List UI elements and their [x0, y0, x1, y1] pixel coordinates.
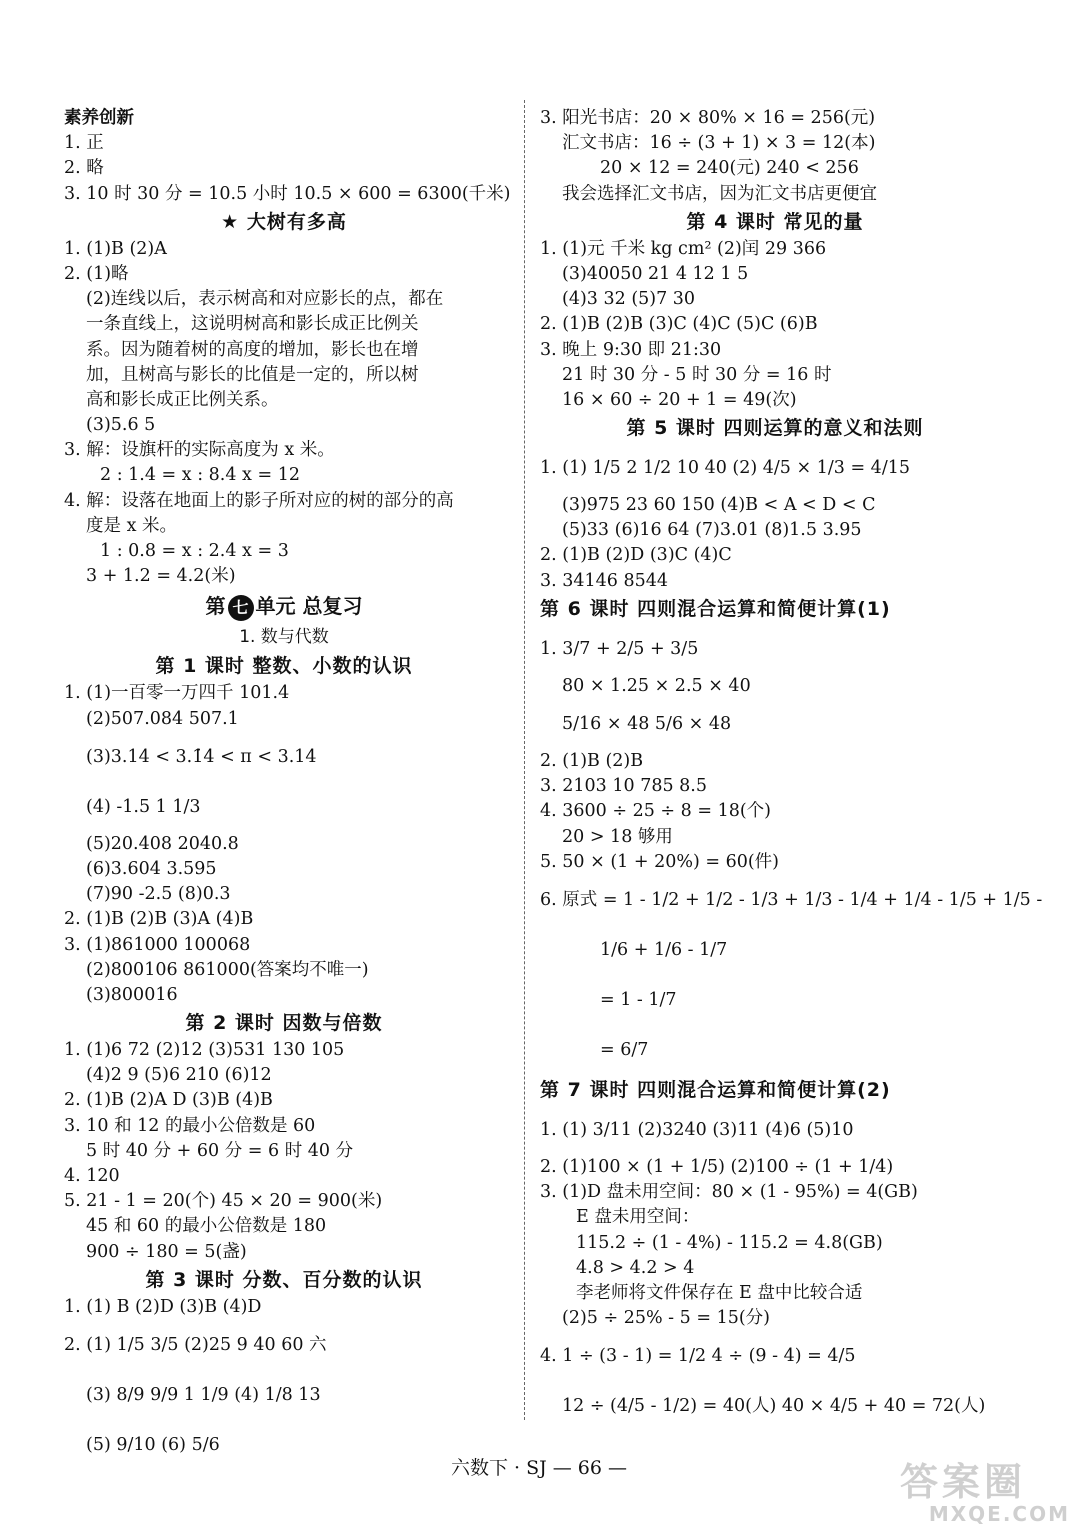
- answer-line: 21 时 30 分 - 5 时 30 分 = 16 时: [562, 364, 832, 385]
- page-footer: 六数下 · SJ — 66 —: [450, 1457, 628, 1479]
- answer-line: = 6/7: [600, 1039, 649, 1060]
- answer-line: 900 ÷ 180 = 5(盏): [86, 1241, 247, 1262]
- answer-line: 2. (1) 1/5 3/5 (2)25 9 40 60 六: [64, 1334, 327, 1355]
- answer-line: (2)507.084 507.1: [86, 708, 239, 729]
- answer-line: 5. 21 - 1 = 20(个) 45 × 20 = 900(米): [64, 1191, 383, 1212]
- answer-line: 2. (1)略: [64, 263, 129, 284]
- answer-line: 1. (1) 3/11 (2)3240 (3)11 (4)6 (5)10: [540, 1119, 854, 1140]
- answer-line: (3)3.14 < 3.1̇4̇ < π < 3.14̇: [86, 746, 317, 767]
- section-heading: 第 7 课时 四则混合运算和简便计算(2): [540, 1078, 891, 1101]
- section-heading: 第 1 课时 整数、小数的认识: [155, 655, 413, 678]
- answer-line: 20 × 12 = 240(元) 240 < 256: [600, 158, 859, 179]
- answer-line: 3. 10 时 30 分 = 10.5 小时 10.5 × 600 = 6300(千米): [64, 183, 511, 204]
- watermark-text: 答案圈: [900, 1460, 1027, 1504]
- answer-line: 2. (1)B (2)B (3)C (4)C (5)C (6)B: [540, 314, 818, 335]
- answer-line: 4.8 > 4.2 > 4: [576, 1257, 695, 1278]
- answer-line: 6. 原式 = 1 - 1/2 + 1/2 - 1/3 + 1/3 - 1/4 + 1/4 - 1/5 + 1/5 -: [540, 889, 1043, 910]
- answer-line: 2 : 1.4 = x : 8.4 x = 12: [100, 465, 300, 486]
- answer-line: (5)20.408 2040.8: [86, 833, 239, 854]
- answer-line: 80 × 1.25 × 2.5 × 40: [562, 675, 751, 696]
- section-heading: 第 5 课时 四则运算的意义和法则: [626, 417, 924, 440]
- answer-line: 115.2 ÷ (1 - 4%) - 115.2 = 4.8(GB): [576, 1232, 883, 1253]
- right-column: [540, 106, 1043, 1431]
- answer-line: 1. (1) 1/5 2 1/2 10 40 (2) 4/5 × 1/3 = 4/15: [540, 458, 910, 479]
- answer-line: 16 × 60 ÷ 20 + 1 = 49(次): [562, 389, 797, 410]
- answer-line: 3. (1)861000 100068: [64, 934, 251, 955]
- unit-heading-pre: 第: [205, 594, 226, 619]
- answer-line: 2. (1)100 × (1 + 1/5) (2)100 ÷ (1 + 1/4): [540, 1156, 894, 1177]
- answer-line: (2)连线以后，表示树高和对应影长的点，都在: [86, 289, 444, 310]
- answer-line: 45 和 60 的最小公倍数是 180: [86, 1216, 327, 1237]
- section-heading: 第 2 课时 因数与倍数: [185, 1012, 383, 1035]
- answer-line: 加，且树高与影长的比值是一定的，所以树: [86, 364, 419, 385]
- answer-line: 1. (1) B (2)D (3)B (4)D: [64, 1296, 262, 1317]
- unit-heading: [64, 589, 504, 623]
- answer-line: (3)975 23 60 150 (4)B < A < D < C: [562, 495, 876, 516]
- answer-line: 素养创新: [64, 108, 134, 128]
- unit-heading-post: 单元 总复习: [255, 594, 363, 619]
- section-heading: ★ 大树有多高: [221, 210, 347, 233]
- answer-line: = 1 - 1/7: [600, 989, 677, 1010]
- answer-line: 3. 晚上 9:30 即 21:30: [540, 339, 722, 360]
- watermark-url: MXQE.COM: [928, 1502, 1070, 1526]
- answer-line: 5 时 40 分 + 60 分 = 6 时 40 分: [86, 1140, 354, 1161]
- answer-line: (6)3.604 3.595: [86, 858, 217, 879]
- answer-line: 系。因为随着树的高度的增加，影长也在增: [86, 339, 419, 360]
- answer-line: 3. 34146 8544: [540, 570, 669, 591]
- section-heading: 第 3 课时 分数、百分数的认识: [145, 1268, 423, 1291]
- answer-line: 1. (1)B (2)A: [64, 238, 167, 259]
- answer-line: (4) -1.5 1 1/3: [86, 796, 201, 817]
- answer-line: 高和影长成正比例关系。: [86, 389, 279, 410]
- answer-line: (4)3 32 (5)7 30: [562, 289, 696, 310]
- left-column: [64, 106, 511, 1470]
- answer-line: 2. (1)B (2)B (3)A (4)B: [64, 909, 254, 930]
- answer-line: (2)800106 861000(答案均不唯一): [86, 959, 369, 980]
- answer-line: 4. 解：设落在地面上的影子所对应的树的部分的高: [64, 490, 454, 511]
- answer-line: 2. (1)B (2)D (3)C (4)C: [540, 545, 732, 566]
- answer-line: (2)5 ÷ 25% - 5 = 15(分): [562, 1308, 770, 1329]
- answer-line: 3. (1)D 盘未用空间：80 × (1 - 95%) = 4(GB): [540, 1182, 918, 1203]
- answer-line: E 盘未用空间：: [576, 1207, 700, 1228]
- answer-line: 2. 略: [64, 158, 104, 179]
- answer-line: (5)33 (6)16 64 (7)3.01 (8)1.5 3.95: [562, 520, 862, 541]
- answer-line: 1/6 + 1/6 - 1/7: [600, 939, 728, 960]
- answer-line: 4. 120: [64, 1166, 120, 1186]
- answer-line: (3)800016: [86, 984, 178, 1005]
- answer-line: 3. 阳光书店：20 × 80% × 16 = 256(元): [540, 108, 876, 128]
- answer-line: 2. (1)B (2)A D (3)B (4)B: [64, 1090, 273, 1111]
- answer-line: 5. 50 × (1 + 20%) = 60(件): [540, 851, 780, 872]
- answer-line: 5/16 × 48 5/6 × 48: [562, 714, 732, 734]
- answer-line: 我会选择汇文书店，因为汇文书店更便宜: [562, 183, 877, 204]
- left-section-bottom: [64, 623, 504, 1470]
- answer-line: 一条直线上，这说明树高和影长成正比例关: [86, 314, 419, 335]
- answer-line: 3 + 1.2 = 4.2(米): [86, 566, 236, 587]
- column-divider: [524, 100, 525, 1420]
- answer-line: (3)40050 21 4 12 1 5: [562, 263, 749, 284]
- answer-line: 李老师将文件保存在 E 盘中比较合适: [576, 1282, 863, 1303]
- answer-line: 1 : 0.8 = x : 2.4 x = 3: [100, 541, 289, 561]
- answer-line: 1. 3/7 + 2/5 + 3/5: [540, 638, 699, 659]
- left-section-top: [64, 106, 511, 589]
- answer-line: 12 ÷ (4/5 - 1/2) = 40(人) 40 × 4/5 + 40 = 72(人): [562, 1396, 986, 1417]
- answer-line: (7)90 -2.5 (8)0.3: [86, 884, 231, 905]
- answer-line: 4. 3600 ÷ 25 ÷ 8 = 18(个): [540, 801, 771, 822]
- answer-line: (5) 9/10 (6) 5/6: [86, 1434, 220, 1455]
- unit-number-badge: 七: [228, 595, 254, 621]
- answer-line: 3. 解：设旗杆的实际高度为 x 米。: [64, 440, 335, 461]
- answer-line: 1. (1)一百零一万四千 101.4: [64, 683, 290, 704]
- answer-line: 1. 正: [64, 133, 104, 154]
- answer-line: 20 > 18 够用: [562, 826, 673, 847]
- answer-line: 汇文书店：16 ÷ (3 + 1) × 3 = 12(本): [562, 133, 876, 154]
- answer-line: 1. (1)元 千米 kg cm² (2)闰 29 366: [540, 238, 827, 259]
- answer-line: (3)5.6 5: [86, 415, 156, 436]
- answer-line: 3. 2103 10 785 8.5: [540, 776, 707, 797]
- answer-line: 度是 x 米。: [86, 515, 177, 536]
- answer-line: 3. 10 和 12 的最小公倍数是 60: [64, 1115, 316, 1136]
- watermark-logo: [900, 1462, 1070, 1528]
- answer-line: 4. 1 ÷ (3 - 1) = 1/2 4 ÷ (9 - 4) = 4/5: [540, 1346, 856, 1367]
- section-heading: 第 6 课时 四则混合运算和简便计算(1): [540, 597, 891, 620]
- answer-line: (3) 8/9 9/9 1 1/9 (4) 1/8 13: [86, 1384, 321, 1405]
- answer-line: 1. (1)6 72 (2)12 (3)531 130 105: [64, 1040, 345, 1061]
- section-heading: 第 4 课时 常见的量: [686, 210, 864, 233]
- answer-line: 2. (1)B (2)B: [540, 751, 644, 771]
- answer-line: 1. 数与代数: [239, 627, 329, 648]
- answer-line: (4)2 9 (5)6 210 (6)12: [86, 1065, 272, 1086]
